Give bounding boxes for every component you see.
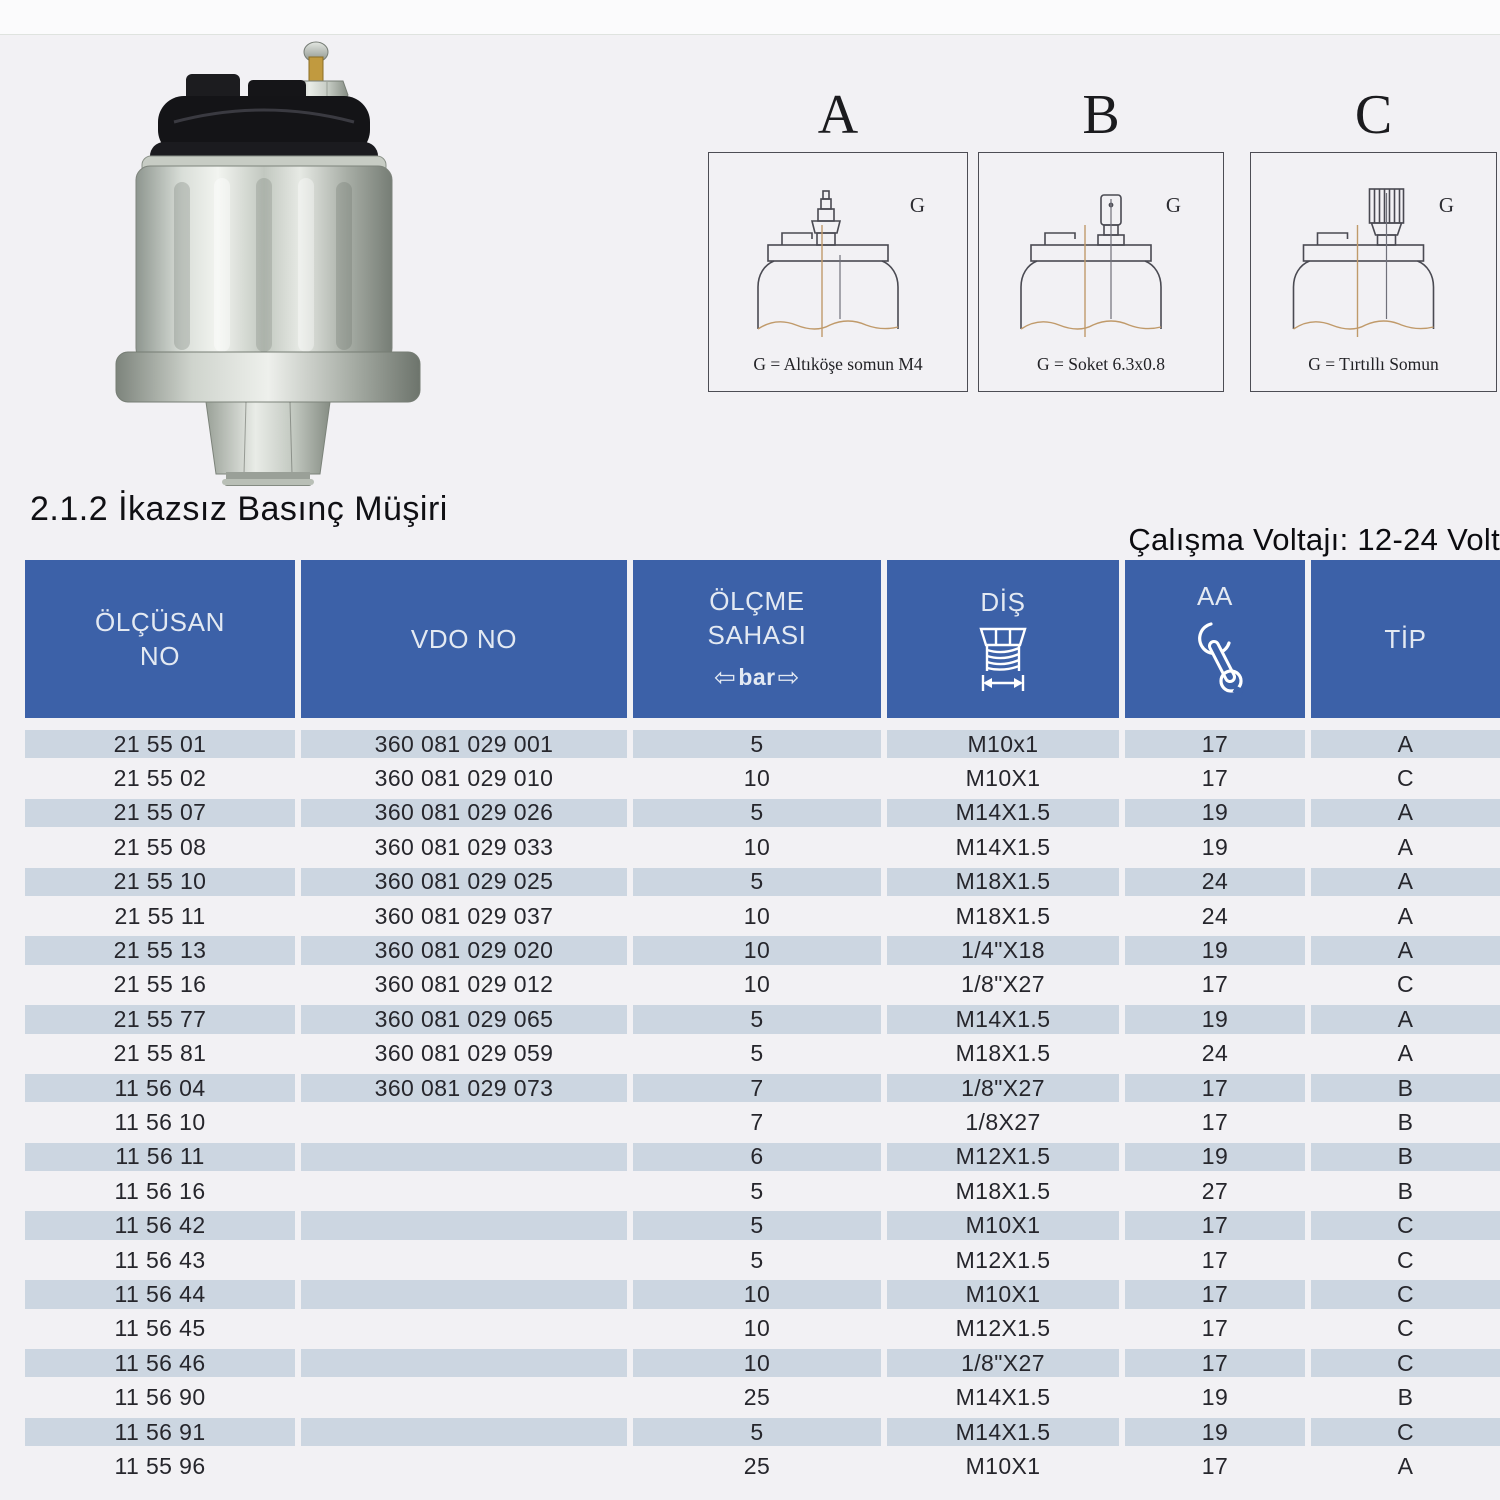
table-cell: M12X1.5: [955, 1246, 1051, 1273]
table-cell: M14X1.5: [955, 833, 1051, 860]
table-cell: M14X1.5: [955, 1384, 1051, 1411]
diagram-a: [708, 84, 968, 392]
g-label: G: [1165, 193, 1181, 217]
header-tip: [1311, 560, 1500, 718]
table-cell: 21 55 10: [25, 865, 295, 899]
table-cell: 1/8"X27: [887, 1346, 1119, 1380]
table-cell: 24: [1125, 865, 1305, 899]
table-cell: 10: [743, 765, 771, 792]
range-arrow-left-icon: ⇦: [713, 662, 737, 692]
table-row: [25, 1415, 1500, 1449]
table-cell: M18X1.5: [955, 902, 1051, 929]
table-cell: 10: [633, 1346, 881, 1380]
table-cell: [301, 1312, 627, 1346]
table-row: [25, 1312, 1500, 1346]
table-cell: A: [1311, 865, 1500, 899]
table-row: [25, 968, 1500, 1002]
table-cell: 21 55 77: [25, 1002, 295, 1036]
table-row: [25, 1140, 1500, 1174]
table-cell: 24: [1201, 1040, 1229, 1067]
table-cell: 17: [1125, 1208, 1305, 1242]
table-cell: 21 55 08: [113, 833, 207, 860]
header-label: SAHASI: [707, 620, 807, 650]
table-cell: A: [1397, 833, 1414, 860]
table-cell: 7: [750, 1108, 764, 1135]
table-cell: 11 56 45: [114, 1315, 206, 1342]
table-row: [25, 899, 1500, 933]
table-cell: 360 081 029 010: [374, 765, 554, 792]
table-cell: 11 56 16: [114, 1177, 206, 1204]
table-row: [25, 796, 1500, 830]
table-cell: 17: [1125, 1346, 1305, 1380]
table-cell: 19: [1125, 796, 1305, 830]
table-cell: [301, 1243, 627, 1277]
table-cell: [301, 1140, 627, 1174]
table-cell: 10: [743, 1315, 771, 1342]
table-cell: M18X1.5: [955, 1177, 1051, 1204]
table-cell: 17: [1201, 1246, 1229, 1273]
diagram-b-caption: G = Soket 6.3x0.8: [1037, 354, 1165, 374]
sensor-drawing-b-icon: [979, 159, 1223, 359]
table-cell: C: [1396, 765, 1414, 792]
header-label: ÖLÇÜSAN: [95, 607, 225, 637]
table-cell: M10X1: [887, 1208, 1119, 1242]
table-cell: 11 56 44: [25, 1277, 295, 1311]
table-cell: 21 55 07: [25, 796, 295, 830]
table-cell: 17: [1201, 1315, 1229, 1342]
table-cell: 10: [743, 971, 771, 998]
table-cell: 17: [1201, 971, 1229, 998]
table-cell: 10: [743, 902, 771, 929]
table-row: [25, 1037, 1500, 1071]
table-cell: C: [1396, 971, 1414, 998]
table-cell: B: [1311, 1140, 1500, 1174]
table-cell: C: [1311, 1277, 1500, 1311]
table-cell: 11 55 96: [114, 1452, 206, 1479]
header-label: ÖLÇME: [709, 586, 805, 616]
diagram-b-box: [978, 152, 1224, 392]
table-cell: [301, 1380, 627, 1414]
table-cell: 360 081 029 073: [301, 1071, 627, 1105]
table-cell: 5: [633, 727, 881, 761]
table-row: [25, 1174, 1500, 1208]
table-cell: [301, 1449, 627, 1483]
sensor-drawing-c-icon: [1251, 159, 1496, 359]
table-cell: 360 081 029 025: [301, 865, 627, 899]
table-cell: 17: [1201, 765, 1229, 792]
table-cell: M14X1.5: [887, 1415, 1119, 1449]
bar-unit-label: bar: [738, 664, 776, 690]
diagram-c-caption: G = Tırtıllı Somun: [1308, 354, 1439, 374]
table-cell: 5: [633, 796, 881, 830]
table-cell: 11 56 04: [25, 1071, 295, 1105]
table-cell: 1/4"X18: [887, 933, 1119, 967]
table-cell: M18X1.5: [955, 1040, 1051, 1067]
table-cell: M14X1.5: [887, 796, 1119, 830]
diagram-c-box: [1250, 152, 1497, 392]
table-cell: 19: [1125, 1002, 1305, 1036]
table-row: [25, 1449, 1500, 1483]
table-cell: 25: [743, 1452, 771, 1479]
table-cell: 5: [750, 1040, 764, 1067]
header-vdo-no: [301, 560, 627, 718]
table-cell: M10X1: [965, 1452, 1041, 1479]
table-cell: A: [1397, 902, 1414, 929]
table-cell: A: [1311, 796, 1500, 830]
diagram-c-letter: C: [1354, 84, 1393, 146]
diagram-a-letter: A: [817, 84, 859, 146]
table-cell: A: [1311, 727, 1500, 761]
table-cell: 11 56 11: [25, 1140, 295, 1174]
table-row: [25, 1380, 1500, 1414]
table-cell: 11 56 90: [114, 1384, 206, 1411]
product-photo: [58, 36, 478, 486]
table-cell: 21 55 13: [25, 933, 295, 967]
table-cell: [301, 1277, 627, 1311]
table-cell: 5: [633, 1002, 881, 1036]
table-cell: 1/8X27: [965, 1108, 1041, 1135]
table-cell: B: [1397, 1108, 1414, 1135]
table-cell: 360 081 029 065: [301, 1002, 627, 1036]
table-cell: 17: [1125, 1071, 1305, 1105]
table-cell: 360 081 029 033: [374, 833, 554, 860]
table-cell: 19: [1125, 1415, 1305, 1449]
table-cell: 360 081 029 001: [301, 727, 627, 761]
table-cell: 5: [633, 865, 881, 899]
header-label: AA: [1197, 581, 1233, 611]
table-cell: C: [1396, 1315, 1414, 1342]
table-cell: M10X1: [887, 1277, 1119, 1311]
table-row: [25, 1071, 1500, 1105]
diagram-c: [1250, 84, 1497, 392]
table-cell: 19: [1201, 1384, 1229, 1411]
table-cell: 17: [1125, 727, 1305, 761]
table-cell: 1/8"X27: [961, 971, 1045, 998]
table-cell: 19: [1125, 933, 1305, 967]
table-cell: 1/8"X27: [887, 1071, 1119, 1105]
table-cell: 17: [1201, 1108, 1229, 1135]
table-cell: 10: [633, 1277, 881, 1311]
table-row: [25, 1277, 1500, 1311]
table-cell: 360 081 029 037: [374, 902, 554, 929]
table-cell: B: [1311, 1071, 1500, 1105]
table-row: [25, 761, 1500, 795]
table-cell: M10X1: [965, 765, 1041, 792]
header-label: TİP: [1384, 624, 1427, 654]
table-cell: A: [1311, 933, 1500, 967]
table-row: [25, 1243, 1500, 1277]
table-cell: B: [1397, 1384, 1414, 1411]
table-cell: 10: [743, 833, 771, 860]
diagram-a-caption: G = Altıköşe somun M4: [753, 354, 923, 374]
table-cell: 360 081 029 012: [374, 971, 554, 998]
table-row: [25, 830, 1500, 864]
table-cell: A: [1397, 1040, 1414, 1067]
table-cell: M12X1.5: [887, 1140, 1119, 1174]
bar-range-icon: [714, 660, 800, 694]
header-label: VDO NO: [410, 624, 518, 654]
header-label: DİŞ: [980, 587, 1026, 617]
table-cell: 11 56 46: [25, 1346, 295, 1380]
wrench-icon: [1184, 619, 1246, 699]
table-cell: 6: [633, 1140, 881, 1174]
table-row: [25, 865, 1500, 899]
table-cell: 27: [1201, 1177, 1229, 1204]
table-cell: [301, 1174, 627, 1208]
header-aa: [1125, 560, 1305, 718]
table-cell: 7: [633, 1071, 881, 1105]
table-row: [25, 1105, 1500, 1139]
table-cell: 21 55 16: [113, 971, 207, 998]
table-cell: 19: [1201, 833, 1229, 860]
table-row: [25, 1002, 1500, 1036]
diagram-b: [978, 84, 1224, 392]
table-cell: 21 55 81: [113, 1040, 207, 1067]
table-row: [25, 933, 1500, 967]
table-cell: M12X1.5: [955, 1315, 1051, 1342]
table-cell: A: [1397, 1452, 1414, 1479]
table-cell: 21 55 11: [114, 902, 206, 929]
table-cell: B: [1397, 1177, 1414, 1204]
voltage-note: Çalışma Voltajı: 12-24 Volt: [1128, 522, 1500, 557]
table-cell: 19: [1125, 1140, 1305, 1174]
table-cell: 5: [633, 1208, 881, 1242]
table-cell: 11 56 91: [25, 1415, 295, 1449]
table-cell: 21 55 01: [25, 727, 295, 761]
g-label: G: [909, 193, 925, 217]
table-cell: 360 081 029 026: [301, 796, 627, 830]
table-cell: M18X1.5: [887, 865, 1119, 899]
header-olcme-sahasi: [633, 560, 881, 718]
thread-bolt-icon: [971, 625, 1035, 693]
table-cell: C: [1311, 1415, 1500, 1449]
g-label: G: [1438, 193, 1454, 217]
table-cell: 17: [1201, 1452, 1229, 1479]
table-header: [25, 560, 1500, 718]
diagram-a-box: [708, 152, 968, 392]
table-cell: 25: [743, 1384, 771, 1411]
table-cell: 11 56 10: [114, 1108, 206, 1135]
page-top-margin: [0, 0, 1500, 35]
table-cell: 360 081 029 059: [374, 1040, 554, 1067]
table-cell: C: [1311, 1346, 1500, 1380]
table-cell: M10x1: [887, 727, 1119, 761]
table-cell: [301, 1208, 627, 1242]
table-body: [25, 727, 1500, 1484]
table-row: [25, 1346, 1500, 1380]
table-cell: [301, 1415, 627, 1449]
table-cell: [301, 1105, 627, 1139]
table-cell: 5: [633, 1415, 881, 1449]
table-cell: 360 081 029 020: [301, 933, 627, 967]
header-label: NO: [139, 641, 181, 671]
table-cell: A: [1311, 1002, 1500, 1036]
section-heading: 2.1.2 İkazsız Basınç Müşiri: [30, 490, 448, 528]
range-arrow-right-icon: ⇨: [777, 662, 801, 692]
table-cell: 11 56 42: [25, 1208, 295, 1242]
table-cell: 17: [1125, 1277, 1305, 1311]
table-cell: 5: [750, 1246, 764, 1273]
table-cell: 11 56 43: [114, 1246, 206, 1273]
table-row: [25, 1208, 1500, 1242]
header-dis: [887, 560, 1119, 718]
table-cell: 21 55 02: [113, 765, 207, 792]
diagram-b-letter: B: [1082, 84, 1120, 146]
table-row: [25, 727, 1500, 761]
table-cell: C: [1311, 1208, 1500, 1242]
table-cell: 24: [1201, 902, 1229, 929]
table-cell: 10: [633, 933, 881, 967]
table-cell: M14X1.5: [887, 1002, 1119, 1036]
table-cell: 5: [750, 1177, 764, 1204]
table-cell: [301, 1346, 627, 1380]
table-cell: C: [1396, 1246, 1414, 1273]
sensor-drawing-a-icon: [709, 159, 967, 359]
header-olcusan-no: [25, 560, 295, 718]
